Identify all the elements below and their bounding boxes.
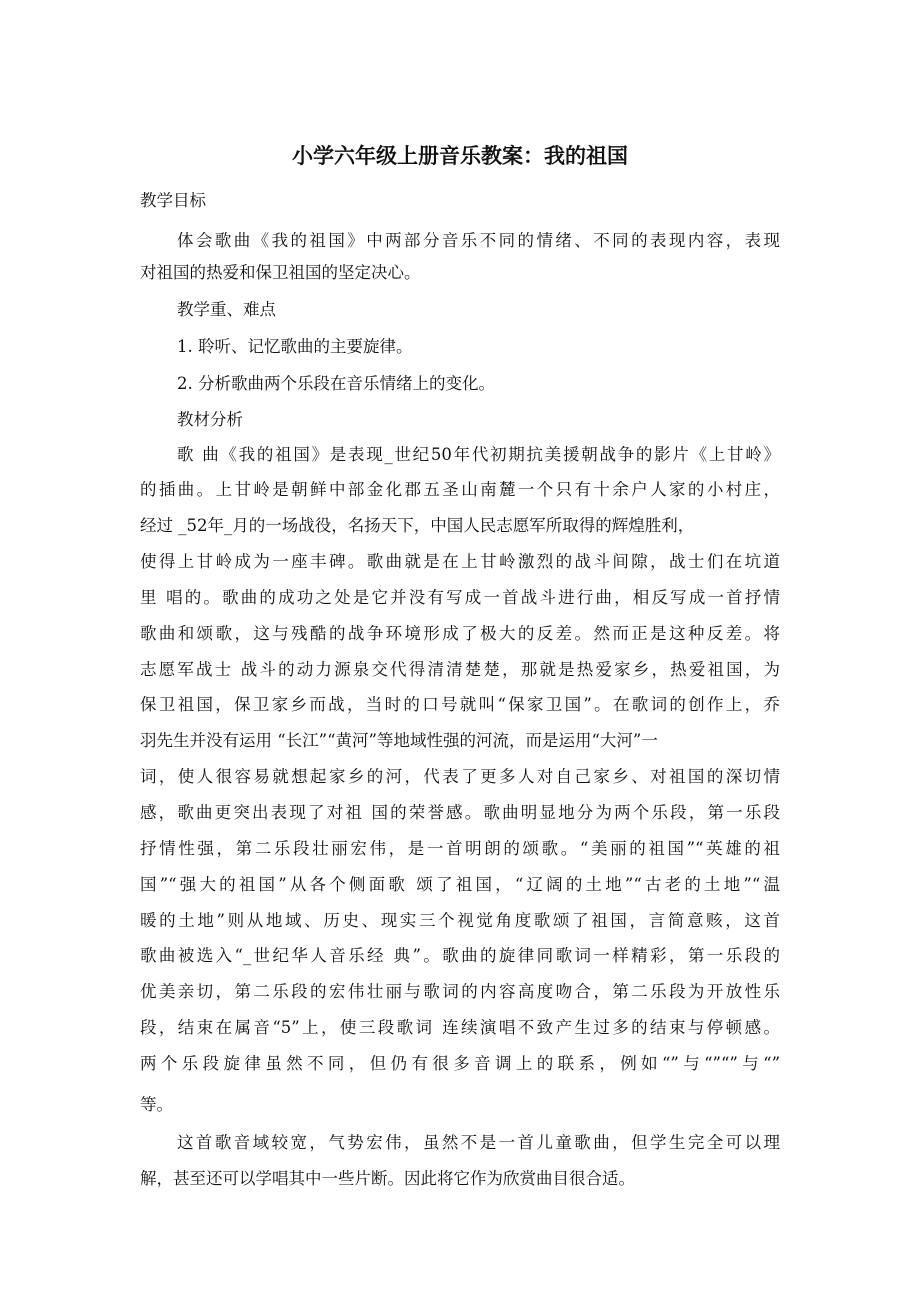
- paragraph-line: 词，使人很容易就想起家乡的河，代表了更多人对自己家乡、对祖国的深切情: [140, 767, 780, 786]
- paragraph-line: 两个乐段旋律虽然不同，但仍有很多音调上的联系，例如“”与“”“”与“”: [140, 1054, 780, 1073]
- paragraph-line: 使得上甘岭成为一座丰碑。歌曲就是在上甘岭激烈的战斗间隙，战士们在坑道: [140, 552, 780, 571]
- paragraph-line: 解，甚至还可以学唱其中一些片断。因此将它作为欣赏曲目很合适。: [140, 1169, 635, 1188]
- paragraph-line: 歌曲被选入“_世纪华人音乐经 典”。歌曲的旋律同歌词一样精彩，第一乐段的: [140, 946, 780, 965]
- paragraph-line: 这首歌音域较宽，气势宏伟，虽然不是一首儿童歌曲，但学生完全可以理: [177, 1133, 780, 1152]
- paragraph-line: 经过 _52年_月的一场战役，名扬天下，中国人民志愿军所取得的辉煌胜利，: [140, 516, 695, 535]
- heading-material-analysis: 教材分析: [177, 410, 243, 429]
- paragraph-line: 对祖国的热爱和保卫祖国的坚定决心。: [140, 263, 421, 282]
- paragraph-line: 等。: [140, 1095, 173, 1114]
- paragraph-line: 志愿军战士 战斗的动力源泉交代得清清楚楚，那就是热爱家乡，热爱祖国，为: [140, 660, 780, 679]
- list-item: 2. 分析歌曲两个乐段在音乐情绪上的变化。: [177, 374, 495, 393]
- heading-teaching-goals: 教学目标: [140, 191, 206, 210]
- paragraph-line: 优美亲切，第二乐段的宏伟壮丽与歌词的内容高度吻合，第二乐段为开放性乐: [140, 982, 780, 1001]
- heading-key-points: 教学重、难点: [177, 300, 276, 319]
- paragraph-line: 的插曲。上甘岭是朝鲜中部金化郡五圣山南麓一个只有十余户人家的小村庄，: [140, 480, 780, 499]
- paragraph-line: 体会歌曲《我的祖国》中两部分音乐不同的情绪、不同的表现内容，表现: [177, 231, 780, 250]
- paragraph-line: 歌 曲《我的祖国》是表现_世纪50年代初期抗美援朝战争的影片《上甘岭》: [177, 445, 780, 464]
- paragraph-line: 段，结束在属音“5”上，使三段歌词 连续演唱不致产生过多的结束与停顿感。: [140, 1018, 780, 1037]
- paragraph-line: 里 唱的。歌曲的成功之处是它并没有写成一首战斗进行曲，相反写成一首抒情: [140, 588, 780, 607]
- paragraph-line: 国”“强大的祖国”从各个侧面歌 颂了祖国，“辽阔的土地”“古老的土地”“温: [140, 875, 780, 894]
- list-item: 1. 聆听、记忆歌曲的主要旋律。: [177, 337, 413, 356]
- document-title: 小学六年级上册音乐教案：我的祖国: [292, 144, 628, 168]
- paragraph-line: 歌曲和颂歌，这与残酷的战争环境形成了极大的反差。然而正是这种反差。将: [140, 624, 780, 643]
- paragraph-line: 暖的土地”则从地域、历史、现实三个视觉角度歌颂了祖国，言简意赅，这首: [140, 911, 780, 930]
- paragraph-line: 感，歌曲更突出表现了对祖 国的荣誉感。歌曲明显地分为两个乐段，第一乐段: [140, 803, 780, 822]
- paragraph-line: 抒情性强，第二乐段壮丽宏伟，是一首明朗的颂歌。“美丽的祖国”“英雄的祖: [140, 839, 780, 858]
- paragraph-line: 羽先生并没有运用 “长江”“黄河”等地域性强的河流，而是运用“大河”一: [140, 731, 658, 750]
- paragraph-line: 保卫祖国，保卫家乡而战，当时的口号就叫“保家卫国”。在歌词的创作上，乔: [140, 695, 780, 714]
